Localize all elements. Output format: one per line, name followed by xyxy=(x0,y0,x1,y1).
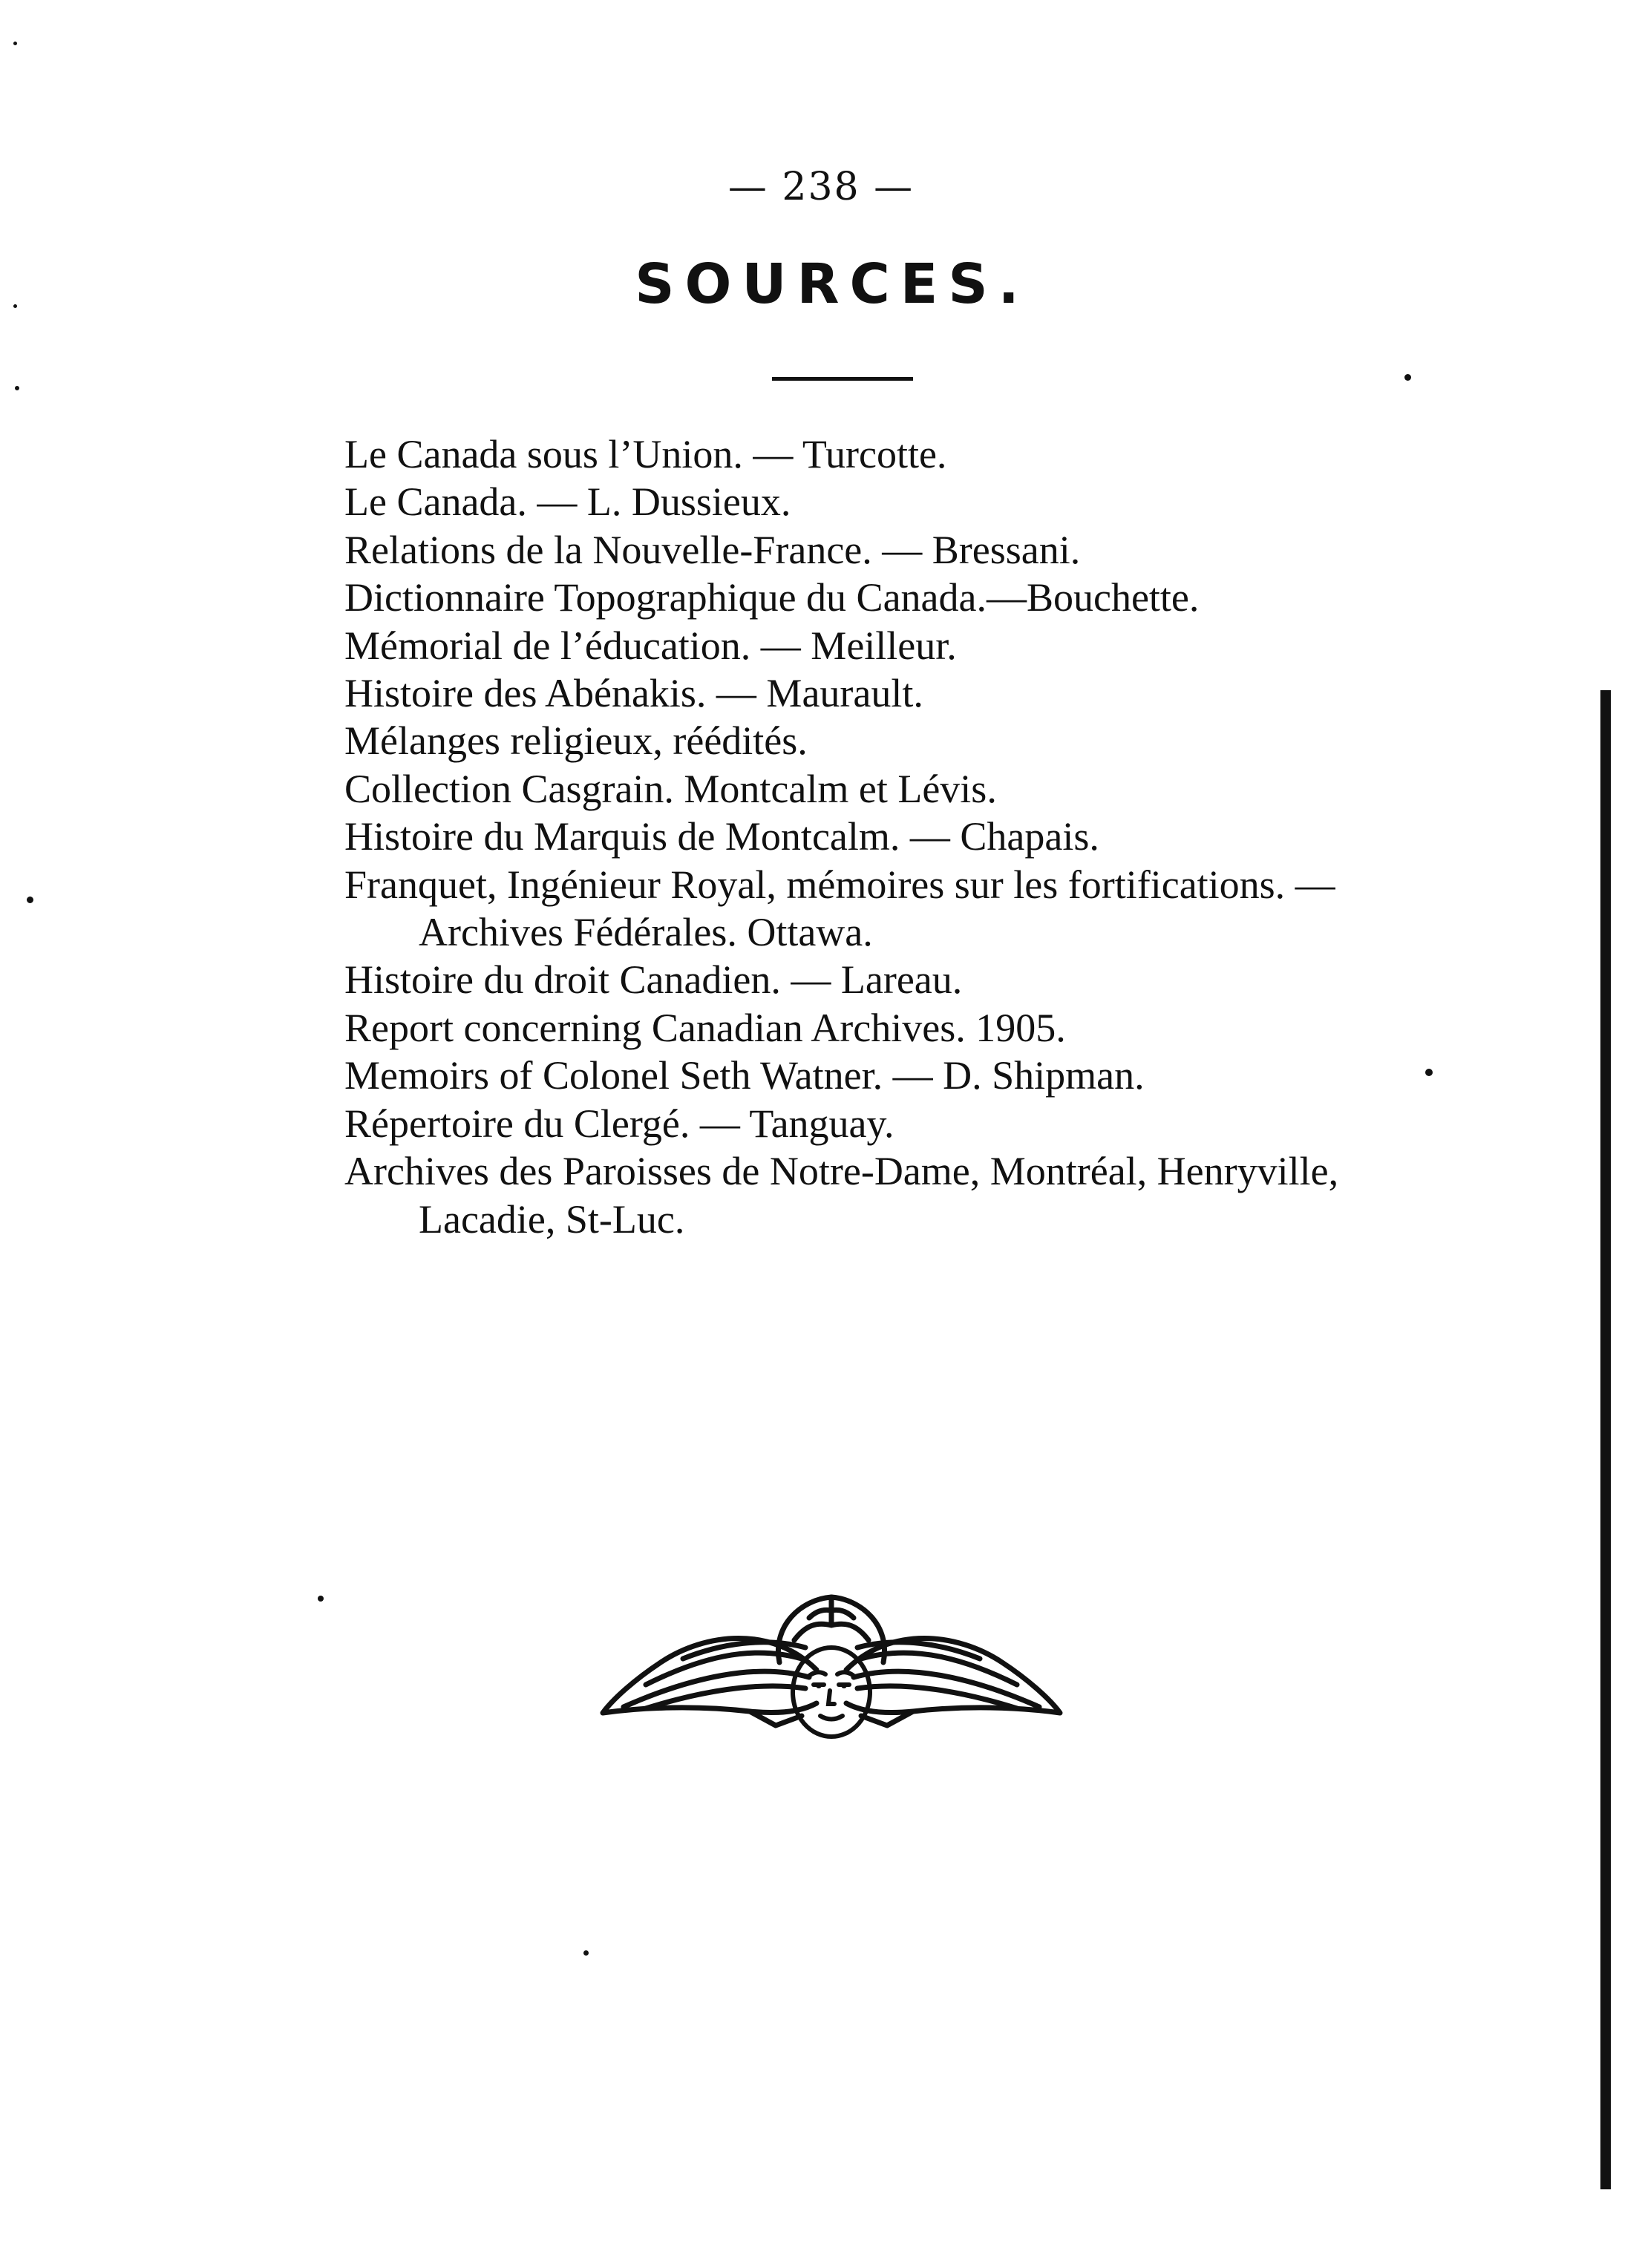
source-entry: Histoire des Abénakis. — Maurault. xyxy=(344,671,923,716)
source-entry: Relations de la Nouvelle-France. — Bressani. xyxy=(344,527,1081,572)
source-entry: Mélanges religieux, réédités. xyxy=(344,718,808,764)
title-divider xyxy=(772,377,913,381)
source-entry: Franquet, Ingénieur Royal, mémoires sur les fortifications. — Archives Fédérales. Ottawa. xyxy=(344,862,1335,955)
sources-list xyxy=(344,430,1354,1243)
scan-speck xyxy=(13,304,17,308)
source-entry: Histoire du droit Canadien. — Lareau. xyxy=(344,957,963,1003)
page-title: SOURCES. xyxy=(635,252,1030,316)
page-number: — 238 — xyxy=(727,165,915,209)
source-entry: Dictionnaire Topographique du Canada.—Bouchette. xyxy=(344,575,1200,620)
source-entry: Archives des Paroisses de Notre-Dame, Montréal, Henryville, Lacadie, St-Luc. xyxy=(344,1149,1339,1242)
scan-speck xyxy=(318,1596,324,1602)
scan-speck xyxy=(27,897,33,903)
scan-speck xyxy=(583,1950,589,1956)
scan-speck xyxy=(1404,374,1411,381)
source-entry: Répertoire du Clergé. — Tanguay. xyxy=(344,1101,894,1146)
source-entry: Histoire du Marquis de Montcalm. — Chapais. xyxy=(344,814,1099,859)
scan-speck xyxy=(15,386,19,390)
scan-edge-shadow xyxy=(1600,690,1611,2189)
source-entry: Collection Casgrain. Montcalm et Lévis. xyxy=(344,766,997,811)
scan-speck xyxy=(13,42,17,45)
source-entry: Le Canada. — L. Dussieux. xyxy=(344,479,791,525)
source-entry: Memoirs of Colonel Seth Watner. — D. Shipman. xyxy=(344,1053,1145,1098)
winged-cherub-head-icon xyxy=(594,1581,1069,1751)
source-entry: Report concerning Canadian Archives. 1905. xyxy=(344,1005,1066,1050)
source-entry: Le Canada sous l’Union. — Turcotte. xyxy=(344,432,947,476)
scan-speck xyxy=(1425,1069,1433,1076)
source-entry: Mémorial de l’éducation. — Meilleur. xyxy=(344,623,957,668)
